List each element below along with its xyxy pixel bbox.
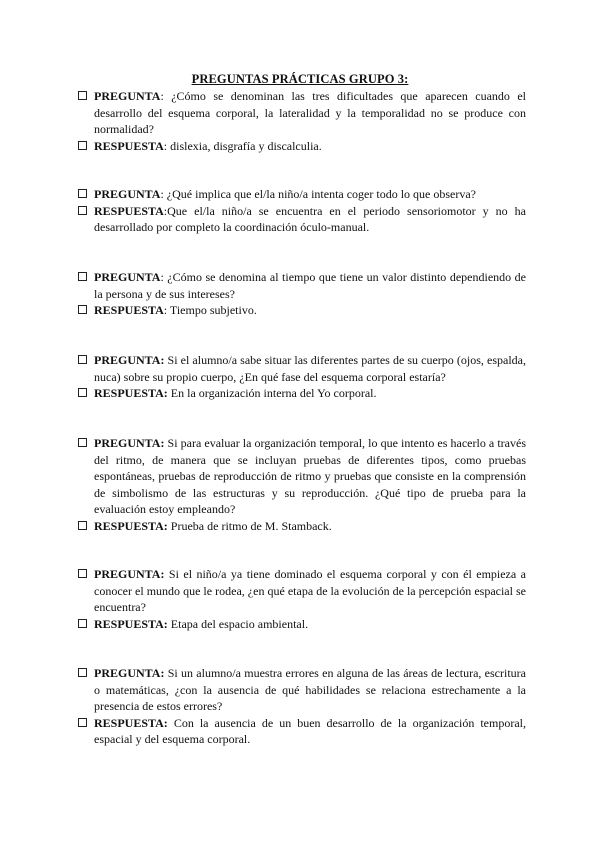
checkbox-icon[interactable] [78,438,87,447]
question-3 [78,269,526,302]
answer-label: RESPUESTA: [94,616,168,631]
answer-text: :Que el/la niño/a se encuentra en el periodo sensoriomotor y no ha desarrollado por completo la coordinación óculo-manual. [94,203,526,234]
answer-2 [78,203,526,236]
question-text: Si un alumno/a muestra errores en alguna de las áreas de lectura, escritura o matemáticas, ¿con la ausencia de qué habilidades se relaciona estrechamente a la presencia de estos errores? [94,666,526,713]
answer-1 [78,138,526,155]
question-text: : ¿Cómo se denominan las tres dificultades que aparecen cuando el desarrollo del esquema corporal, la lateralidad y la temporalidad no se produce con normalidad? [94,89,526,136]
checkbox-icon[interactable] [78,388,87,397]
question-6 [78,566,526,616]
checkbox-icon[interactable] [78,189,87,198]
question-2 [78,186,526,203]
answer-label: RESPUESTA [94,203,164,218]
checkbox-icon[interactable] [78,718,87,727]
qa-item-7 [78,665,526,748]
qa-item-6 [78,566,526,632]
question-label: PREGUNTA: [94,436,165,450]
question-label: PREGUNTA: [94,666,165,680]
question-label: PREGUNTA [94,89,161,103]
answer-text: : Tiempo subjetivo. [163,303,257,317]
question-text: Si el niño/a ya tiene dominado el esquema corporal y con él empieza a conocer el mundo que le rodea, ¿en qué etapa de la evolución de la percepción espacial se encuentra? [94,567,526,614]
question-label: PREGUNTA [94,187,161,201]
qa-item-1 [78,88,526,154]
question-1 [78,88,526,138]
answer-label: RESPUESTA [94,138,164,153]
answer-label: RESPUESTA: [94,386,168,400]
question-text: Si el alumno/a sabe situar las diferentes partes de su cuerpo (ojos, espalda, nuca) sobre su propio cuerpo, ¿En qué fase del esquema corporal estaría? [94,353,526,384]
question-4 [78,352,526,385]
answer-7 [78,715,526,748]
checkbox-icon[interactable] [78,668,87,677]
checkbox-icon[interactable] [78,305,87,314]
answer-text: Con la ausencia de un buen desarrollo de la organización temporal, espacial y del esquema corporal. [94,715,526,746]
qa-item-4 [78,352,526,402]
qa-item-2 [78,186,526,236]
question-label: PREGUNTA: [94,353,165,367]
document-title: PREGUNTAS PRÁCTICAS GRUPO 3: [191,72,409,86]
qa-item-3 [78,269,526,319]
answer-text: Etapa del espacio ambiental. [167,616,309,631]
answer-4 [78,385,526,402]
checkbox-icon[interactable] [78,206,87,215]
answer-text: Prueba de ritmo de M. Stamback. [167,518,332,533]
answer-6 [78,616,526,633]
question-text: : ¿Cómo se denomina al tiempo que tiene un valor distinto dependiendo de la persona y de sus intereses? [94,270,526,301]
checkbox-icon[interactable] [78,355,87,364]
answer-5 [78,518,526,535]
answer-text: En la organización interna del Yo corporal. [167,386,377,400]
answer-label: RESPUESTA [94,303,164,317]
checkbox-icon[interactable] [78,619,87,628]
answer-label: RESPUESTA: [94,518,168,533]
qa-item-5 [78,435,526,534]
checkbox-icon[interactable] [78,91,87,100]
checkbox-icon[interactable] [78,272,87,281]
answer-label: RESPUESTA: [94,715,168,730]
question-5 [78,435,526,518]
checkbox-icon[interactable] [78,569,87,578]
answer-3 [78,302,526,319]
question-7 [78,665,526,715]
answer-text: : dislexia, disgrafía y discalculia. [163,138,322,153]
checkbox-icon[interactable] [78,521,87,530]
checkbox-icon[interactable] [78,141,87,150]
question-text: : ¿Qué implica que el/la niño/a intenta coger todo lo que observa? [160,187,477,201]
question-text: Si para evaluar la organización temporal, lo que intento es hacerlo a través del ritmo, de manera que se incluyan pruebas de diferentes tipos, como pruebas espontáneas, pruebas de reproducción de ritmo y pruebas que consiste en la comprensión de simbolismo de las estructuras y su reproducción. ¿Qué tipo de prueba para la evaluación estoy empleando? [94,436,526,516]
question-label: PREGUNTA [94,270,161,284]
question-label: PREGUNTA: [94,567,165,581]
